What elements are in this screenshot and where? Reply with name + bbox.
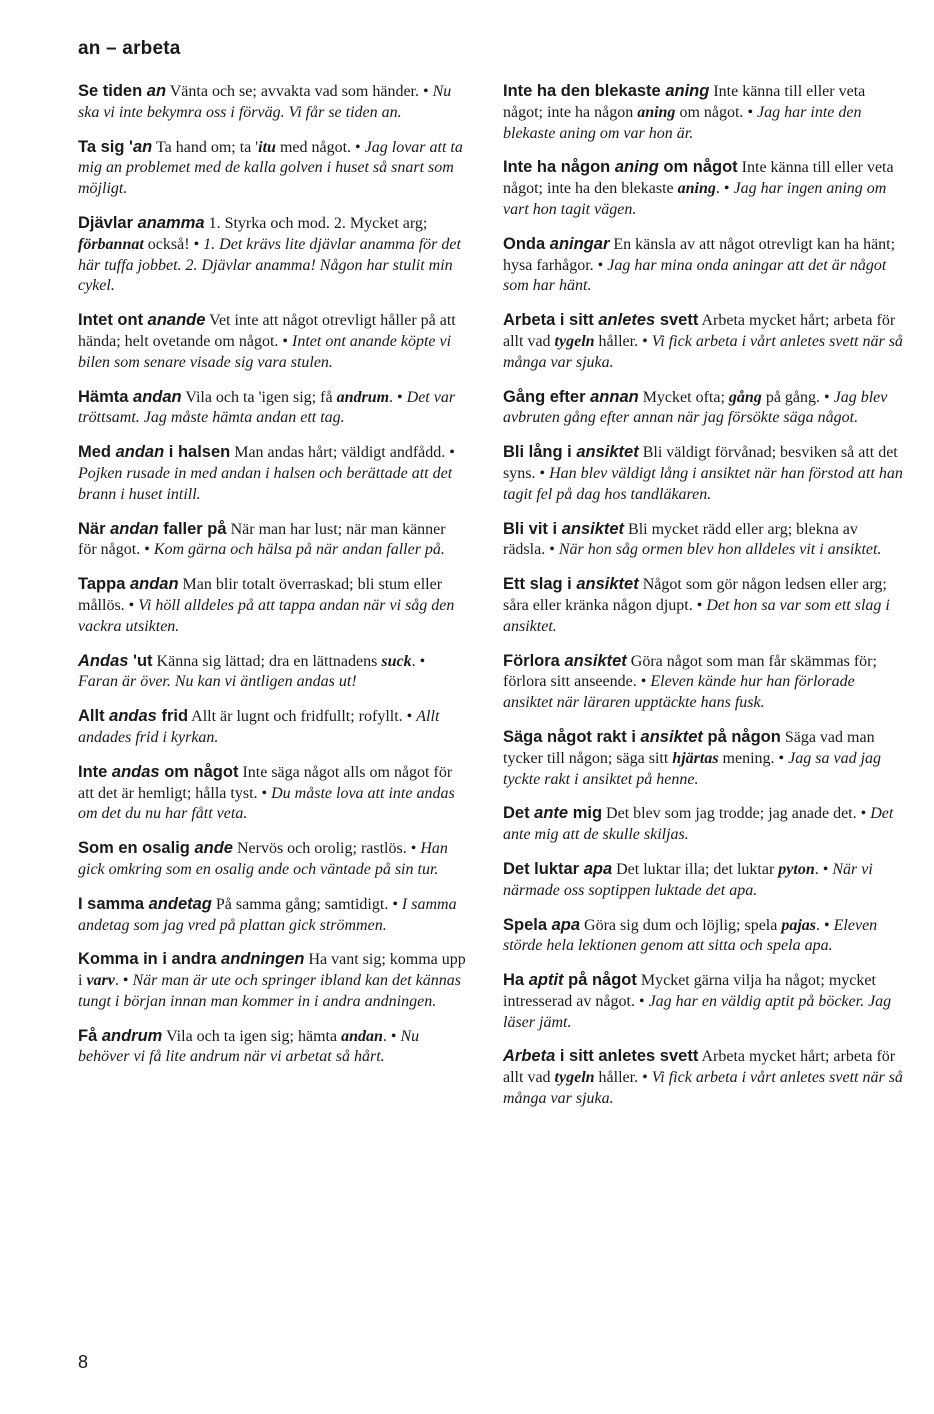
idiom-text: Med xyxy=(78,443,116,462)
idiom-phrase xyxy=(503,860,612,878)
idiom-text: Tappa xyxy=(78,575,130,594)
idiom-text: Djävlar xyxy=(78,213,138,232)
idiom-text: Allt xyxy=(78,707,110,726)
idiom-phrase xyxy=(503,804,602,822)
idiom-phrase xyxy=(78,763,238,781)
example-sentence: Nu behöver vi få lite andrum när vi arbetat så hårt. xyxy=(78,1027,420,1066)
dictionary-entry xyxy=(503,803,903,846)
example-sentence: Jag sa vad jag tyckte rakt i ansiktet på henne. xyxy=(503,749,882,788)
dictionary-entry xyxy=(78,81,468,124)
example-sentence: I samma andetag som jag vred på plattan gick strömmen. xyxy=(78,895,457,934)
idiom-phrase xyxy=(78,214,205,232)
idiom-text: svett xyxy=(655,311,699,330)
idiom-phrase xyxy=(78,839,233,857)
example-sentence: Jag har en väldig aptit på böcker. Jag läser jämt. xyxy=(503,992,892,1031)
definition-text: Ha vant sig; komma upp i xyxy=(78,951,466,990)
idiom-phrase xyxy=(503,311,698,329)
bullet-separator: • xyxy=(386,1027,401,1045)
idiom-text: på något xyxy=(563,971,637,990)
definition-text: Bli mycket rädd eller arg; blekna av rädsla. xyxy=(503,520,858,559)
dictionary-entry xyxy=(503,859,903,902)
dictionary-entry xyxy=(78,310,468,373)
bullet-separator: • xyxy=(278,332,292,350)
idiom-text: Intet ont xyxy=(78,311,148,330)
bullet-separator: • xyxy=(415,652,426,670)
idiom-text: Arbeta i sitt xyxy=(503,311,599,330)
bullet-separator: • xyxy=(393,388,407,406)
bullet-separator: • xyxy=(124,596,139,614)
dictionary-entry xyxy=(503,727,903,790)
example-sentence: Kom gärna och hälsa på när andan faller på. xyxy=(153,541,445,559)
example-sentence: 1. Det krävs lite djävlar anamma för det här tuffa jobbet. 2. Djävlar anamma! Någon har stulit min cykel. xyxy=(78,235,461,295)
idiom-keyword: andrum xyxy=(101,1026,163,1045)
dictionary-entry xyxy=(503,1046,903,1109)
idiom-text: Säga något rakt i xyxy=(503,727,641,746)
definition-text: . xyxy=(382,1027,387,1045)
definition xyxy=(191,708,403,725)
example-sentence: Faran är över. Nu kan vi äntligen andas ut! xyxy=(78,673,357,691)
example-sentence: När hon såg ormen blev hon alldeles vit i ansiktet. xyxy=(558,541,882,559)
dictionary-entry xyxy=(503,651,903,714)
idiom-keyword: andan xyxy=(129,575,179,594)
idiom-phrase xyxy=(78,895,212,913)
idiom-phrase xyxy=(503,443,639,461)
example-sentence: Han gick omkring som en osalig ande och väntade på sin tur. xyxy=(78,840,448,878)
idiom-phrase xyxy=(78,443,230,461)
idiom-keyword: ande xyxy=(194,839,233,858)
idiom-text: Inte ha någon xyxy=(503,158,615,177)
bullet-separator: • xyxy=(774,749,789,767)
right-column xyxy=(503,81,903,1123)
idiom-phrase xyxy=(503,82,709,100)
idiom-text: Ha xyxy=(503,971,529,990)
bullet-separator: • xyxy=(634,992,649,1010)
idiom-text: Ett slag i xyxy=(503,575,577,594)
definition-text: Nervös och orolig; rastlös. xyxy=(236,840,407,858)
example-sentence: Jag lovar att ta mig an problemet med de kalla golven i huset så snart som möjligt. xyxy=(78,138,463,198)
definition-text: . xyxy=(411,652,416,670)
definition xyxy=(606,805,857,822)
dictionary-entry xyxy=(503,310,903,373)
cross-reference: förbannat xyxy=(78,235,144,253)
cross-reference: tygeln xyxy=(554,1069,595,1087)
idiom-text: Inte xyxy=(78,762,112,781)
idiom-text: Se tiden xyxy=(78,82,147,100)
example-sentence: Vi fick arbeta i vårt anletes svett när så många var sjuka. xyxy=(503,1069,903,1108)
idiom-text: om något xyxy=(658,158,738,177)
dictionary-entry xyxy=(503,519,903,562)
bullet-separator: • xyxy=(856,805,871,823)
idiom-text: Onda xyxy=(503,234,550,253)
idiom-keyword: andetag xyxy=(148,894,212,913)
idiom-phrase xyxy=(503,235,609,253)
definition-text: När man har lust; när man känner för något. xyxy=(78,520,446,559)
idiom-phrase xyxy=(78,82,166,100)
definition-text: Arbeta mycket hårt; arbeta för allt vad xyxy=(503,1048,896,1087)
dictionary-entry xyxy=(78,706,468,749)
cross-reference: aning xyxy=(677,180,716,198)
definition-text: Vet inte att något otrevligt håller på att hända; helt ovetande om något. xyxy=(78,312,456,350)
dictionary-entry xyxy=(503,442,903,505)
example-sentence: Eleven kände hur han förlorade ansiktet när läraren upptäckte hans fusk. xyxy=(503,673,855,712)
definition-text: Säga vad man tycker till någon; säga sitt xyxy=(503,728,875,767)
idiom-keyword: anande xyxy=(147,311,206,330)
bullet-separator: • xyxy=(818,860,833,878)
dictionary-entry xyxy=(503,81,903,144)
dictionary-entry xyxy=(78,894,468,937)
definition-text: Mycket ofta; xyxy=(642,388,729,406)
dictionary-entry xyxy=(78,574,468,637)
dictionary-entry xyxy=(78,137,468,200)
idiom-keyword: apa xyxy=(551,915,581,934)
cross-reference: andrum xyxy=(336,388,390,406)
definition-text: Mycket gärna vilja ha något; mycket intresserad av något. xyxy=(503,972,876,1010)
definition xyxy=(156,139,351,156)
bullet-separator: • xyxy=(402,708,417,726)
example-sentence: Han blev väldigt lång i ansiktet när han förstod att han tagit fel på dag hos tandläkaren. xyxy=(503,464,903,503)
idiom-keyword: anletes xyxy=(598,311,656,330)
cross-reference: pyton xyxy=(778,860,815,878)
definition-text: Arbeta mycket hårt; arbeta för allt vad xyxy=(503,312,896,350)
idiom-phrase xyxy=(503,158,738,176)
idiom-keyword: ansiktet xyxy=(576,575,639,594)
example-sentence: Jag har inte den blekaste aning om var hon är. xyxy=(503,103,862,142)
page-number: 8 xyxy=(78,1352,89,1372)
idiom-text: Spela xyxy=(503,915,552,934)
example-sentence: Intet ont anande köpte vi bilen som senare visade sig vara stulen. xyxy=(78,332,452,371)
idiom-keyword: Arbeta xyxy=(503,1047,556,1066)
definition xyxy=(170,83,419,100)
bullet-separator: • xyxy=(692,596,707,614)
definition-text: Något som gör någon ledsen eller arg; såra eller kränka någon djupt. xyxy=(503,576,887,614)
idiom-text: om något xyxy=(159,762,239,781)
idiom-text: Ta sig ' xyxy=(78,137,133,156)
cross-reference: andan xyxy=(341,1027,383,1045)
idiom-text: i halsen xyxy=(164,443,231,462)
left-column xyxy=(78,81,468,1081)
bullet-separator: • xyxy=(820,916,834,934)
idiom-keyword: ansiktet xyxy=(576,443,639,462)
definition-text: På samma gång; samtidigt. xyxy=(215,895,389,913)
dictionary-entry xyxy=(78,949,468,1012)
idiom-keyword: andas xyxy=(109,707,157,726)
idiom-text: mig xyxy=(568,804,603,823)
definition-text: Man blir totalt överraskad; bli stum eller mållös. xyxy=(78,576,443,614)
definition-text: Inte säga något alls om något för att det är hemligt; hålla tyst. xyxy=(78,763,453,802)
idiom-text: I samma xyxy=(78,894,149,913)
definition-text: Inte känna till eller veta något; inte ha någon xyxy=(503,83,866,121)
example-sentence: Jag har ingen aning om vart hon tagit vägen. xyxy=(503,180,887,218)
idiom-phrase xyxy=(78,138,152,156)
cross-reference: aning xyxy=(637,103,676,121)
definition xyxy=(616,861,819,878)
cross-reference: hjärtas xyxy=(672,749,719,767)
idiom-phrase xyxy=(503,916,580,934)
idiom-phrase xyxy=(78,311,205,329)
idiom-keyword: andan xyxy=(110,519,159,538)
definition xyxy=(166,1028,387,1045)
idiom-text: Förlora xyxy=(503,651,565,670)
idiom-text: Det luktar xyxy=(503,859,584,878)
idiom-text: Gång efter xyxy=(503,387,591,406)
idiom-phrase xyxy=(503,652,627,670)
definition-text: mening. xyxy=(718,749,775,767)
definition-text: . xyxy=(389,388,394,406)
example-sentence: Det hon sa var som ett slag i ansiktet. xyxy=(503,596,890,635)
example-sentence: Du måste lova att inte andas om det du nu har fått veta. xyxy=(78,784,455,823)
idiom-keyword: ansiktet xyxy=(640,727,703,746)
idiom-keyword: aning xyxy=(614,158,659,177)
idiom-text: Hämta xyxy=(78,387,134,406)
bullet-separator: • xyxy=(719,180,734,198)
bullet-separator: • xyxy=(636,673,651,691)
bullet-separator: • xyxy=(638,1069,652,1087)
bullet-separator: • xyxy=(189,235,204,253)
idiom-text: När xyxy=(78,519,111,538)
idiom-phrase xyxy=(503,1047,698,1065)
definition-text: Det blev som jag trodde; jag anade det. xyxy=(606,805,857,823)
example-sentence: Eleven störde hela lektionen genom att sitta och spela apa. xyxy=(503,916,878,955)
dictionary-entry xyxy=(503,915,903,958)
bullet-separator: • xyxy=(593,256,608,274)
dictionary-entry xyxy=(78,762,468,825)
bullet-separator: • xyxy=(351,138,365,156)
idiom-phrase xyxy=(78,950,304,968)
idiom-phrase xyxy=(78,1027,162,1045)
definition-text: Allt är lugnt och fridfullt; rofyllt. xyxy=(191,708,403,726)
definition xyxy=(237,840,407,857)
idiom-text: Få xyxy=(78,1026,102,1045)
idiom-keyword: an xyxy=(146,82,167,100)
running-header: an – arbeta xyxy=(78,38,181,59)
definition-text: Det luktar illa; det luktar xyxy=(616,860,779,878)
bullet-separator: • xyxy=(445,444,455,462)
idiom-text: Bli lång i xyxy=(503,443,577,462)
dictionary-entry xyxy=(503,970,903,1033)
dictionary-entry xyxy=(78,387,468,430)
cross-reference: tygeln xyxy=(554,332,595,350)
example-sentence: Vi höll alldeles på att tappa andan när vi såg den vackra utsikten. xyxy=(78,596,455,635)
definition xyxy=(643,389,820,406)
bullet-separator: • xyxy=(743,103,758,121)
definition xyxy=(234,444,445,461)
idiom-phrase xyxy=(503,971,637,989)
definition-text: också! xyxy=(143,235,190,253)
definition-text: om något. xyxy=(675,103,744,121)
dictionary-entry xyxy=(78,838,468,881)
example-sentence: Allt andades frid i kyrkan. xyxy=(78,708,440,746)
idiom-keyword: aptit xyxy=(528,971,564,990)
dictionary-entry xyxy=(503,574,903,637)
idiom-phrase xyxy=(78,388,182,406)
example-sentence: Pojken rusade in med andan i halsen och berättade att det brann i huset intill. xyxy=(78,464,453,503)
definition-text: 1. Styrka och mod. 2. Mycket arg; xyxy=(208,214,428,232)
dictionary-entry xyxy=(503,157,903,220)
definition-text: Inte känna till eller veta något; inte ha den blekaste xyxy=(503,159,894,198)
example-sentence: Det var tröttsamt. Jag måste hämta andan ett tag. xyxy=(78,388,456,427)
example-sentence: När vi närmade oss soptippen luktade det apa. xyxy=(503,860,873,899)
definition-text: Göra något som man får skämmas för; förlora sitt anseende. xyxy=(503,652,877,691)
idiom-keyword: apa xyxy=(583,859,613,878)
idiom-keyword: aning xyxy=(665,82,710,100)
idiom-keyword: anamma xyxy=(137,213,205,232)
example-sentence: Nu ska vi inte bekymra oss i förväg. Vi får se tiden an. xyxy=(78,83,452,121)
example-sentence: Vi fick arbeta i vårt anletes svett när så många var sjuka. xyxy=(503,332,903,371)
definition-text: . xyxy=(114,972,119,990)
dictionary-entry xyxy=(78,651,468,694)
idiom-keyword: ante xyxy=(534,804,569,823)
definition-text: Bli väldigt förvånad; besviken så att det syns. xyxy=(503,444,898,482)
idiom-keyword: an xyxy=(132,137,153,156)
idiom-text: Bli vit i xyxy=(503,519,562,538)
definition-text: Man andas hårt; väldigt andfådd. xyxy=(234,444,446,462)
idiom-phrase xyxy=(78,707,188,725)
dictionary-entry xyxy=(503,234,903,297)
bullet-separator: • xyxy=(140,541,154,559)
definition-text: Göra sig dum och löjlig; spela xyxy=(584,916,782,934)
definition xyxy=(216,896,388,913)
idiom-text: på någon xyxy=(702,727,781,746)
bullet-separator: • xyxy=(545,541,559,559)
definition-text: Vila och ta 'igen sig; få xyxy=(185,388,337,406)
bullet-separator: • xyxy=(419,83,433,100)
example-sentence: Det ante mig att de skulle skiljas. xyxy=(503,805,894,844)
dictionary-entry xyxy=(78,519,468,562)
idiom-phrase xyxy=(503,728,781,746)
dictionary-entry xyxy=(78,1026,468,1069)
bullet-separator: • xyxy=(406,840,421,858)
idiom-text: i sitt anletes svett xyxy=(555,1047,699,1066)
idiom-phrase xyxy=(78,652,153,670)
idiom-keyword: Andas xyxy=(78,651,129,670)
idiom-text: 'ut xyxy=(128,651,153,670)
idiom-keyword: aningar xyxy=(549,234,610,253)
cross-reference: itu xyxy=(258,138,276,156)
idiom-phrase xyxy=(503,575,639,593)
definition-text: . xyxy=(715,180,720,198)
dictionary-entry xyxy=(78,213,468,297)
definition-text: En känsla av att något otrevligt kan ha hänt; hysa farhågor. xyxy=(503,235,896,274)
idiom-keyword: andas xyxy=(111,762,160,781)
definition xyxy=(185,389,393,406)
example-sentence: När man är ute och springer ibland kan det kännas tungt i början innan man kommer in i andra andningen. xyxy=(78,972,461,1010)
idiom-text: Inte ha den blekaste xyxy=(503,82,666,100)
idiom-text: Komma in i andra xyxy=(78,950,222,969)
cross-reference: varv xyxy=(86,972,115,990)
cross-reference: pajas xyxy=(781,916,817,934)
example-sentence: Jag har mina onda aningar att det är något som har hänt. xyxy=(503,256,887,295)
definition-text: håller. xyxy=(594,1069,639,1087)
idiom-text: Som en osalig xyxy=(78,839,195,858)
bullet-separator: • xyxy=(118,972,133,990)
definition xyxy=(157,653,416,670)
dictionary-entry xyxy=(78,442,468,505)
definition-text: på gång. xyxy=(761,388,821,406)
idiom-text: faller på xyxy=(158,519,227,538)
cross-reference: gång xyxy=(728,388,762,406)
definition-text: Ta hand om; ta ' xyxy=(155,138,259,156)
idiom-keyword: ansiktet xyxy=(561,519,625,538)
definition-text: . xyxy=(814,860,819,878)
idiom-text: frid xyxy=(156,707,189,726)
idiom-text: Det xyxy=(503,804,535,823)
bullet-separator: • xyxy=(257,784,272,802)
idiom-phrase xyxy=(78,520,227,538)
idiom-phrase xyxy=(78,575,179,593)
definition-text: Vänta och se; avvakta vad som händer. xyxy=(169,83,419,100)
definition-text: . xyxy=(816,916,821,934)
idiom-phrase xyxy=(503,520,624,538)
idiom-keyword: andan xyxy=(115,443,165,462)
bullet-separator: • xyxy=(638,332,652,350)
bullet-separator: • xyxy=(820,388,834,406)
definition-text: håller. xyxy=(594,332,639,350)
idiom-keyword: andan xyxy=(133,387,182,406)
definition-text: Känna sig lättad; dra en lättnadens xyxy=(156,652,382,670)
definition-text: med något. xyxy=(275,138,352,156)
bullet-separator: • xyxy=(388,895,402,913)
bullet-separator: • xyxy=(535,464,550,482)
idiom-keyword: annan xyxy=(590,387,639,406)
idiom-keyword: andningen xyxy=(221,950,305,969)
dictionary-entry xyxy=(503,387,903,430)
cross-reference: suck xyxy=(381,652,412,670)
definition xyxy=(584,917,820,934)
idiom-phrase xyxy=(503,388,639,406)
example-sentence: Jag blev avbruten gång efter annan när jag försökte säga något. xyxy=(503,388,888,427)
idiom-keyword: ansiktet xyxy=(564,651,627,670)
definition-text: Vila och ta igen sig; hämta xyxy=(166,1027,342,1045)
